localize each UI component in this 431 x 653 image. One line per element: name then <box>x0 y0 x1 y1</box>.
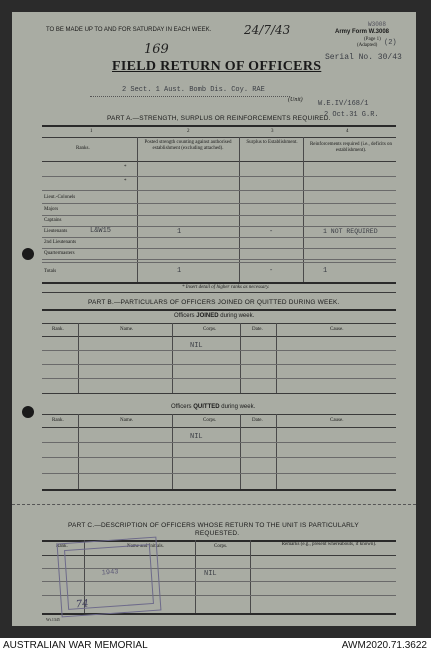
print-code: Wt.1345 <box>46 617 60 622</box>
quitted-header-name: Name. <box>120 418 134 423</box>
footer-institution: AUSTRALIAN WAR MEMORIAL <box>3 640 148 651</box>
adapted-note: (Adapted) <box>357 43 378 48</box>
joined-bottom-rule <box>42 393 396 394</box>
footer-accession: AWM2020.71.3622 <box>341 640 427 651</box>
joined-col-line <box>240 323 241 393</box>
part-a-heading: PART A.—STRENGTH, SURPLUS OR REINFORCEMENTS REQUIRED. <box>107 115 331 122</box>
part-a-row-rule <box>42 248 396 249</box>
part-b-top-rule <box>42 309 396 311</box>
joined-header-rank: Rank. <box>52 327 64 332</box>
lieutenants-reinforcements: 1 NOT REQUIRED <box>323 228 378 235</box>
joined-header-corps: Corps. <box>203 327 217 332</box>
punch-hole-icon <box>22 248 34 260</box>
handwritten-number: 169 <box>144 42 169 57</box>
top-instruction: TO BE MADE UP TO AND FOR SATURDAY IN EACH WEEK. <box>46 27 212 33</box>
quitted-col-line <box>240 414 241 490</box>
rank-captains: Captains <box>44 218 62 223</box>
quitted-header-cause: Cause. <box>330 418 344 423</box>
army-form-number: Army Form W.3008 <box>335 29 390 35</box>
col-header-reinforcements: Reinforcements required (i.e., deficits on establishment). <box>309 142 393 153</box>
page-note: (Page 1) <box>364 37 381 42</box>
rank-lieutenants: Lieutenants <box>44 229 68 234</box>
serial-number: Serial No. 30/43 <box>325 53 402 62</box>
col-header-ranks: Ranks. <box>76 146 90 151</box>
part-c-heading-line2: REQUESTED. <box>195 530 240 537</box>
top-right-code: W3008 <box>368 21 387 28</box>
col-number-3: 3 <box>271 129 274 134</box>
part-a-bottom-rule <box>42 282 396 284</box>
quitted-header-top-rule <box>42 414 396 415</box>
quitted-row-rule <box>42 457 396 458</box>
quitted-row-rule <box>42 442 396 443</box>
totals-reinforcements: 1 <box>323 267 328 275</box>
totals-label: Totals <box>44 269 57 274</box>
col-number-2: 2 <box>187 129 190 134</box>
part-c-header-rank: Rank. <box>56 544 68 549</box>
rank-majors: Majors <box>44 207 59 212</box>
part-b-bottom-rule <box>42 489 396 491</box>
perforation-line <box>12 504 416 505</box>
col-header-surplus: Surplus to Establishment. <box>246 140 298 145</box>
part-a-row-rule <box>42 215 396 216</box>
part-a-row-rule <box>42 190 396 191</box>
quitted-title: Officers QUITTED during week. <box>171 404 256 410</box>
ref-typed-1: W.E.IV/168/1 <box>318 100 369 108</box>
part-a-footnote-rule <box>42 292 396 293</box>
part-a-top-rule <box>42 125 396 127</box>
joined-title: Officers JOINED during week. <box>174 313 255 319</box>
quitted-header-rule <box>42 427 396 428</box>
part-a-row-rule <box>42 203 396 204</box>
quitted-row-rule <box>42 473 396 474</box>
totals-surplus: - <box>269 267 274 275</box>
joined-header-rule <box>42 336 396 337</box>
part-c-header-name: Name and Initials. <box>127 544 164 549</box>
joined-row-rule <box>42 350 396 351</box>
form-sheet <box>12 12 416 626</box>
lieutenants-typed: L&W15 <box>90 227 112 235</box>
form-title: FIELD RETURN OF OFFICERS <box>112 59 322 74</box>
part-a-row-rule <box>42 262 396 263</box>
col-number-1: 1 <box>90 129 93 134</box>
stamp-number: (2) <box>384 39 397 47</box>
part-c-nil: NIL <box>204 570 217 578</box>
joined-header-cause: Cause. <box>330 327 344 332</box>
joined-header-top-rule <box>42 323 396 324</box>
joined-col-line <box>276 323 277 393</box>
part-a-number-rule <box>42 137 396 138</box>
unit-typed: 2 Sect. 1 Aust. Bomb Dis. Coy. RAE <box>122 86 265 94</box>
totals-posted: 1 <box>177 267 182 275</box>
rank-2nd-lieutenants: 2nd Lieutenants <box>44 240 77 245</box>
handwritten-date: 24/7/43 <box>244 23 291 37</box>
unit-label: (Unit) <box>288 97 303 103</box>
unit-underline <box>90 96 290 97</box>
quitted-col-line <box>78 414 79 490</box>
stamp-handwritten: 74 <box>75 598 89 611</box>
joined-col-line <box>172 323 173 393</box>
part-c-col-line <box>250 540 251 614</box>
quitted-nil: NIL <box>190 433 203 441</box>
part-c-col-line <box>195 540 196 614</box>
rank-quartermasters: Quartermasters <box>44 251 75 256</box>
quitted-col-line <box>172 414 173 490</box>
lieutenants-posted: 1 <box>177 228 182 236</box>
joined-header-date: Date. <box>252 327 263 332</box>
quitted-header-date: Date. <box>252 418 263 423</box>
rank-lieut-colonels: Lieut.-Colonels <box>44 195 76 200</box>
part-a-row-rule <box>42 237 396 238</box>
quitted-header-corps: Corps. <box>203 418 217 423</box>
lieutenants-surplus: - <box>269 228 274 236</box>
part-a-row-rule <box>42 176 396 177</box>
part-c-header-remarks: Remarks (e.g., present whereabouts, if known). <box>281 542 377 547</box>
part-a-header-rule <box>42 161 396 162</box>
col-header-posted: Posted strength counting against authorised establishment (excluding attached). <box>144 140 232 151</box>
quitted-header-rank: Rank. <box>52 418 64 423</box>
joined-header-name: Name. <box>120 327 134 332</box>
asterisk-1: * <box>124 165 127 170</box>
part-a-row-rule <box>42 259 396 260</box>
joined-col-line <box>78 323 79 393</box>
joined-nil: NIL <box>190 342 203 350</box>
joined-row-rule <box>42 364 396 365</box>
part-a-footnote: * Insert detail of higher ranks as necessary. <box>182 285 270 290</box>
joined-row-rule <box>42 378 396 379</box>
archive-footer <box>0 638 431 653</box>
col-number-4: 4 <box>346 129 349 134</box>
stamp-year: 1943 <box>101 568 119 578</box>
part-c-header-corps: Corps. <box>214 544 228 549</box>
asterisk-2: * <box>124 179 127 184</box>
part-c-heading-line1: PART C.—DESCRIPTION OF OFFICERS WHOSE RETURN TO THE UNIT IS PARTICULARLY <box>68 522 359 529</box>
part-b-heading: PART B.—PARTICULARS OF OFFICERS JOINED OR QUITTED DURING WEEK. <box>88 299 340 306</box>
punch-hole-icon <box>22 406 34 418</box>
rubber-stamp <box>57 537 162 618</box>
ref-typed-2: 2 Oct.31 G.R. <box>324 111 379 119</box>
quitted-col-line <box>276 414 277 490</box>
